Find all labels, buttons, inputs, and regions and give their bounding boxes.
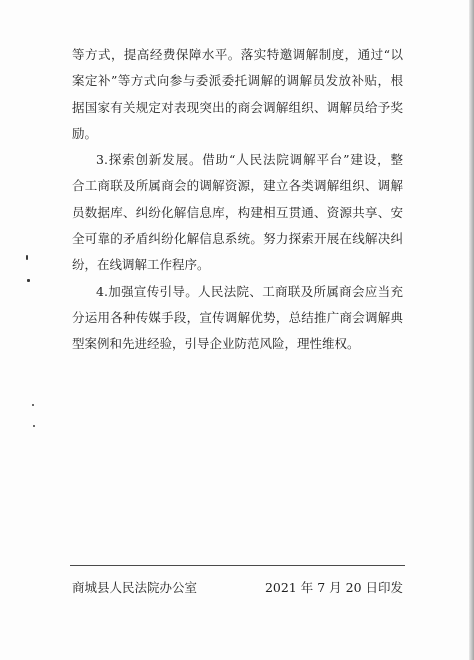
text-line: 案定补”等方式向参与委派委托调解的调解员发放补贴，根 (72, 73, 403, 89)
text-line: 分运用各种传媒手段，宣传调解优势，总结推广商会调解典 (72, 309, 403, 325)
scan-edge-shadow (469, 0, 474, 660)
issuance-footer (72, 579, 403, 597)
paragraph-publicity (72, 279, 403, 358)
scan-artifact (33, 425, 35, 427)
issuer: 商城县人民法院办公室 (72, 580, 198, 595)
print-date: 2021 年 7 月 20 日印发 (264, 580, 403, 595)
text-line: 3.探索创新发展。借助“人民法院调解平台”建设，整 (96, 152, 403, 168)
scan-artifact (32, 404, 34, 406)
paragraph-funding (72, 42, 403, 147)
paragraph-innovation (72, 147, 403, 278)
scan-artifact (27, 279, 30, 282)
scan-artifact (26, 255, 28, 260)
text-line: 等方式，提高经费保障水平。落实特邀调解制度，通过“以 (72, 47, 403, 62)
text-line: 励。 (72, 125, 98, 141)
text-line: 合工商联及所属商会的调解资源，建立各类调解组织、调解 (72, 178, 403, 194)
text-line: 4.加强宣传引导。人民法院、工商联及所属商会应当充 (96, 283, 403, 299)
text-line: 全可靠的矛盾纠纷化解信息系统。努力探索开展在线解决纠 (72, 231, 403, 247)
text-line: 纷，在线调解工作程序。 (72, 257, 210, 273)
text-line: 员数据库、纠纷化解信息库，构建相互贯通、资源共享、安 (72, 204, 403, 220)
text-line: 型案例和先进经验，引导企业防范风险，理性维权。 (72, 336, 360, 352)
body-text (72, 42, 403, 358)
footer-rule (70, 565, 405, 566)
text-line: 据国家有关规定对表现突出的商会调解组织、调解员给予奖 (72, 99, 403, 115)
